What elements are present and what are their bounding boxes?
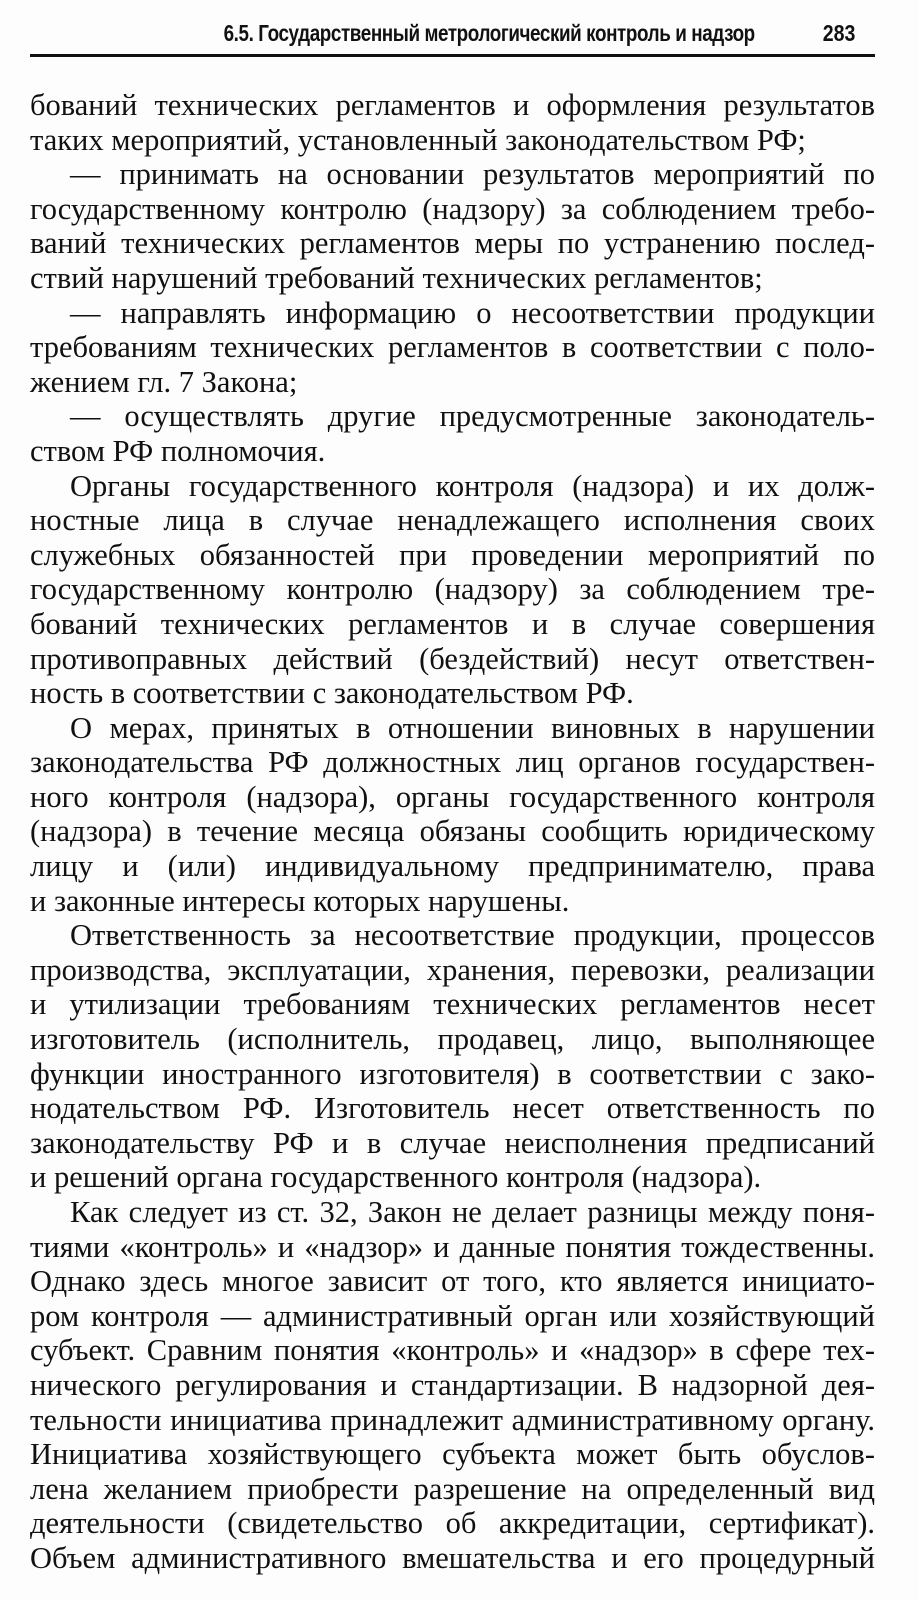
text-line: (надзора) в течение месяца обязаны сообщить юридическому [30, 814, 875, 849]
text-line: ностные лица в случае ненадлежащего исполнения своих [30, 503, 875, 538]
text-line: ром контроля — административный орган или хозяйствующий [30, 1298, 875, 1333]
page-number: 283 [822, 20, 855, 46]
text-line: Инициатива хозяйствующего субъекта может быть обуслов- [30, 1437, 875, 1472]
text-line: тельности инициатива принадлежит административному органу. [30, 1402, 875, 1437]
text-line: О мерах, принятых в отношении виновных в нарушении [70, 710, 875, 745]
text-line: Ответственность за несоответствие продукции, процессов [70, 918, 875, 953]
text-line: и решений органа государственного контроля (надзора). [30, 1160, 762, 1195]
text-line: деятельности (свидетельство об аккредитации, сертификат). [30, 1506, 875, 1541]
running-header [30, 14, 875, 57]
text-line: противоправных действий (бездействий) несут ответствен- [30, 641, 875, 676]
text-line: жением гл. 7 Закона; [30, 364, 298, 399]
text-line: лена желанием приобрести разрешение на определенный вид [30, 1471, 875, 1506]
text-line: нического регулирования и стандартизации. В надзорной дея- [30, 1367, 875, 1402]
text-line: государственному контролю (надзору) за соблюдением тре- [30, 572, 875, 607]
text-line: функции иностранного изготовителя) в соответствии с зако- [30, 1056, 875, 1091]
text-line: лицу и (или) индивидуальному предпринимателю, права [30, 849, 875, 884]
text-line: законодательству РФ и в случае неисполнения предписаний [30, 1125, 875, 1160]
body-text [30, 88, 875, 1576]
text-line: изготовитель (исполнитель, продавец, лицо, выполняющее [30, 1022, 875, 1057]
text-line: законодательства РФ должностных лиц органов государствен- [30, 745, 875, 780]
section-title: 6.5. Государственный метрологический контроль и надзор [223, 20, 755, 46]
text-line: Как следует из ст. 32, Закон не делает разницы между поня- [70, 1195, 875, 1229]
text-line: — направлять информацию о несоответствии продукции [70, 295, 875, 330]
text-line: ного контроля (надзора), органы государственного контроля [30, 779, 875, 814]
text-line: бований технических регламентов и в случае совершения [30, 606, 875, 641]
text-line: производства, эксплуатации, хранения, перевозки, реализации [30, 952, 875, 987]
text-line: Объем административного вмешательства и его процедурный [30, 1540, 875, 1575]
text-line: Органы государственного контроля (надзора) и их долж- [70, 468, 875, 503]
text-line: нодательством РФ. Изготовитель несет ответственность по [30, 1091, 875, 1126]
text-line: государственному контролю (надзору) за соблюдением требо- [30, 191, 875, 226]
text-line: ствий нарушений требований технических регламентов; [30, 260, 763, 295]
text-line: служебных обязанностей при проведении мероприятий по [30, 537, 875, 572]
text-line: Однако здесь многое зависит от того, кто является инициато- [30, 1264, 875, 1299]
text-line: субъект. Сравним понятия «контроль» и «надзор» в сфере тех- [30, 1333, 875, 1368]
text-line: и утилизации требованиям технических регламентов несет [30, 987, 875, 1022]
text-line: бований технических регламентов и оформления результатов [30, 88, 875, 122]
text-line: и законные интересы которых нарушены. [30, 883, 570, 918]
text-line: требованиям технических регламентов в соответствии с поло- [30, 330, 875, 365]
text-line: ность в соответствии с законодательством РФ. [30, 676, 634, 711]
text-line: ством РФ полномочия. [30, 433, 326, 468]
text-line: таких мероприятий, установленный законодательством РФ; [30, 122, 806, 157]
text-line: — осуществлять другие предусмотренные законодатель- [70, 399, 875, 434]
text-line: — принимать на основании результатов мероприятий по [70, 157, 875, 192]
text-line: ваний технических регламентов меры по устранению послед- [30, 226, 875, 261]
text-line: тиями «контроль» и «надзор» и данные понятия тождественны. [30, 1229, 875, 1264]
